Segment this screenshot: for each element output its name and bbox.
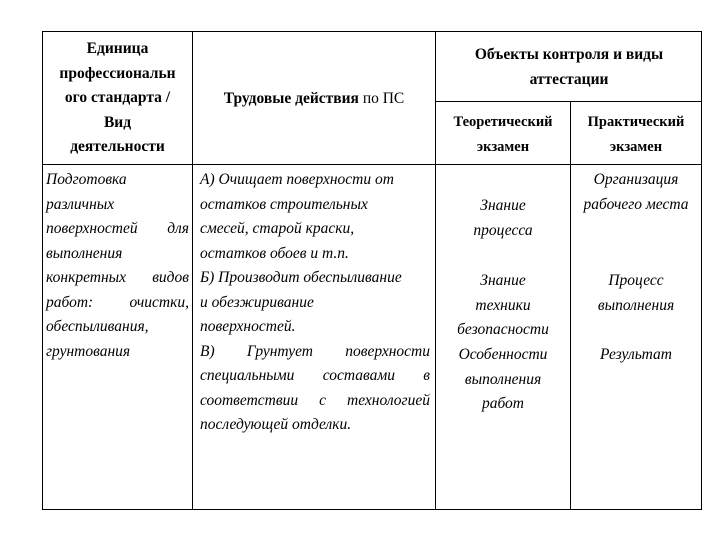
competency-table: [42, 31, 702, 510]
theory-item-2: Знание техники безопасности: [457, 272, 549, 338]
theory-item-3: Особенности выполнения работ: [458, 346, 548, 412]
labor-actions-list: А) Очищает поверхности от остатков строительных смесей, старой краски, остатков обоев и т.п. Б) Производит обеспыливание и обезжиривание поверхностей. В) Грунтует поверхности специальными составами в соответствии с технологией последующей отделки.: [200, 171, 430, 433]
theory-item-1: Знание процесса: [473, 197, 533, 239]
header-theory-exam: Теоретический экзамен: [453, 114, 553, 155]
practice-item-1: Организация рабочего места: [583, 171, 689, 213]
activity-description: Подготовка различных поверхностей для выполнения конкретных видов работ: очистки, обеспыливания, грунтования: [46, 171, 189, 360]
header-body-divider: [42, 164, 702, 165]
objects-header-divider: [435, 101, 702, 102]
practice-item-2: Процесс выполнения: [597, 272, 675, 314]
practice-item-3: Результат: [600, 346, 672, 363]
table-border-top: [42, 31, 702, 32]
table-border-right: [701, 31, 702, 510]
table-border-bottom: [42, 509, 702, 510]
header-standard-unit: Единица профессиональн ого стандарта / Вид деятельности: [59, 40, 176, 155]
header-control-objects: Объекты контроля и виды аттестации: [474, 46, 664, 88]
header-practice-exam: Практический экзамен: [587, 114, 685, 155]
header-labor-actions: Трудовые действия по ПС: [223, 90, 405, 107]
